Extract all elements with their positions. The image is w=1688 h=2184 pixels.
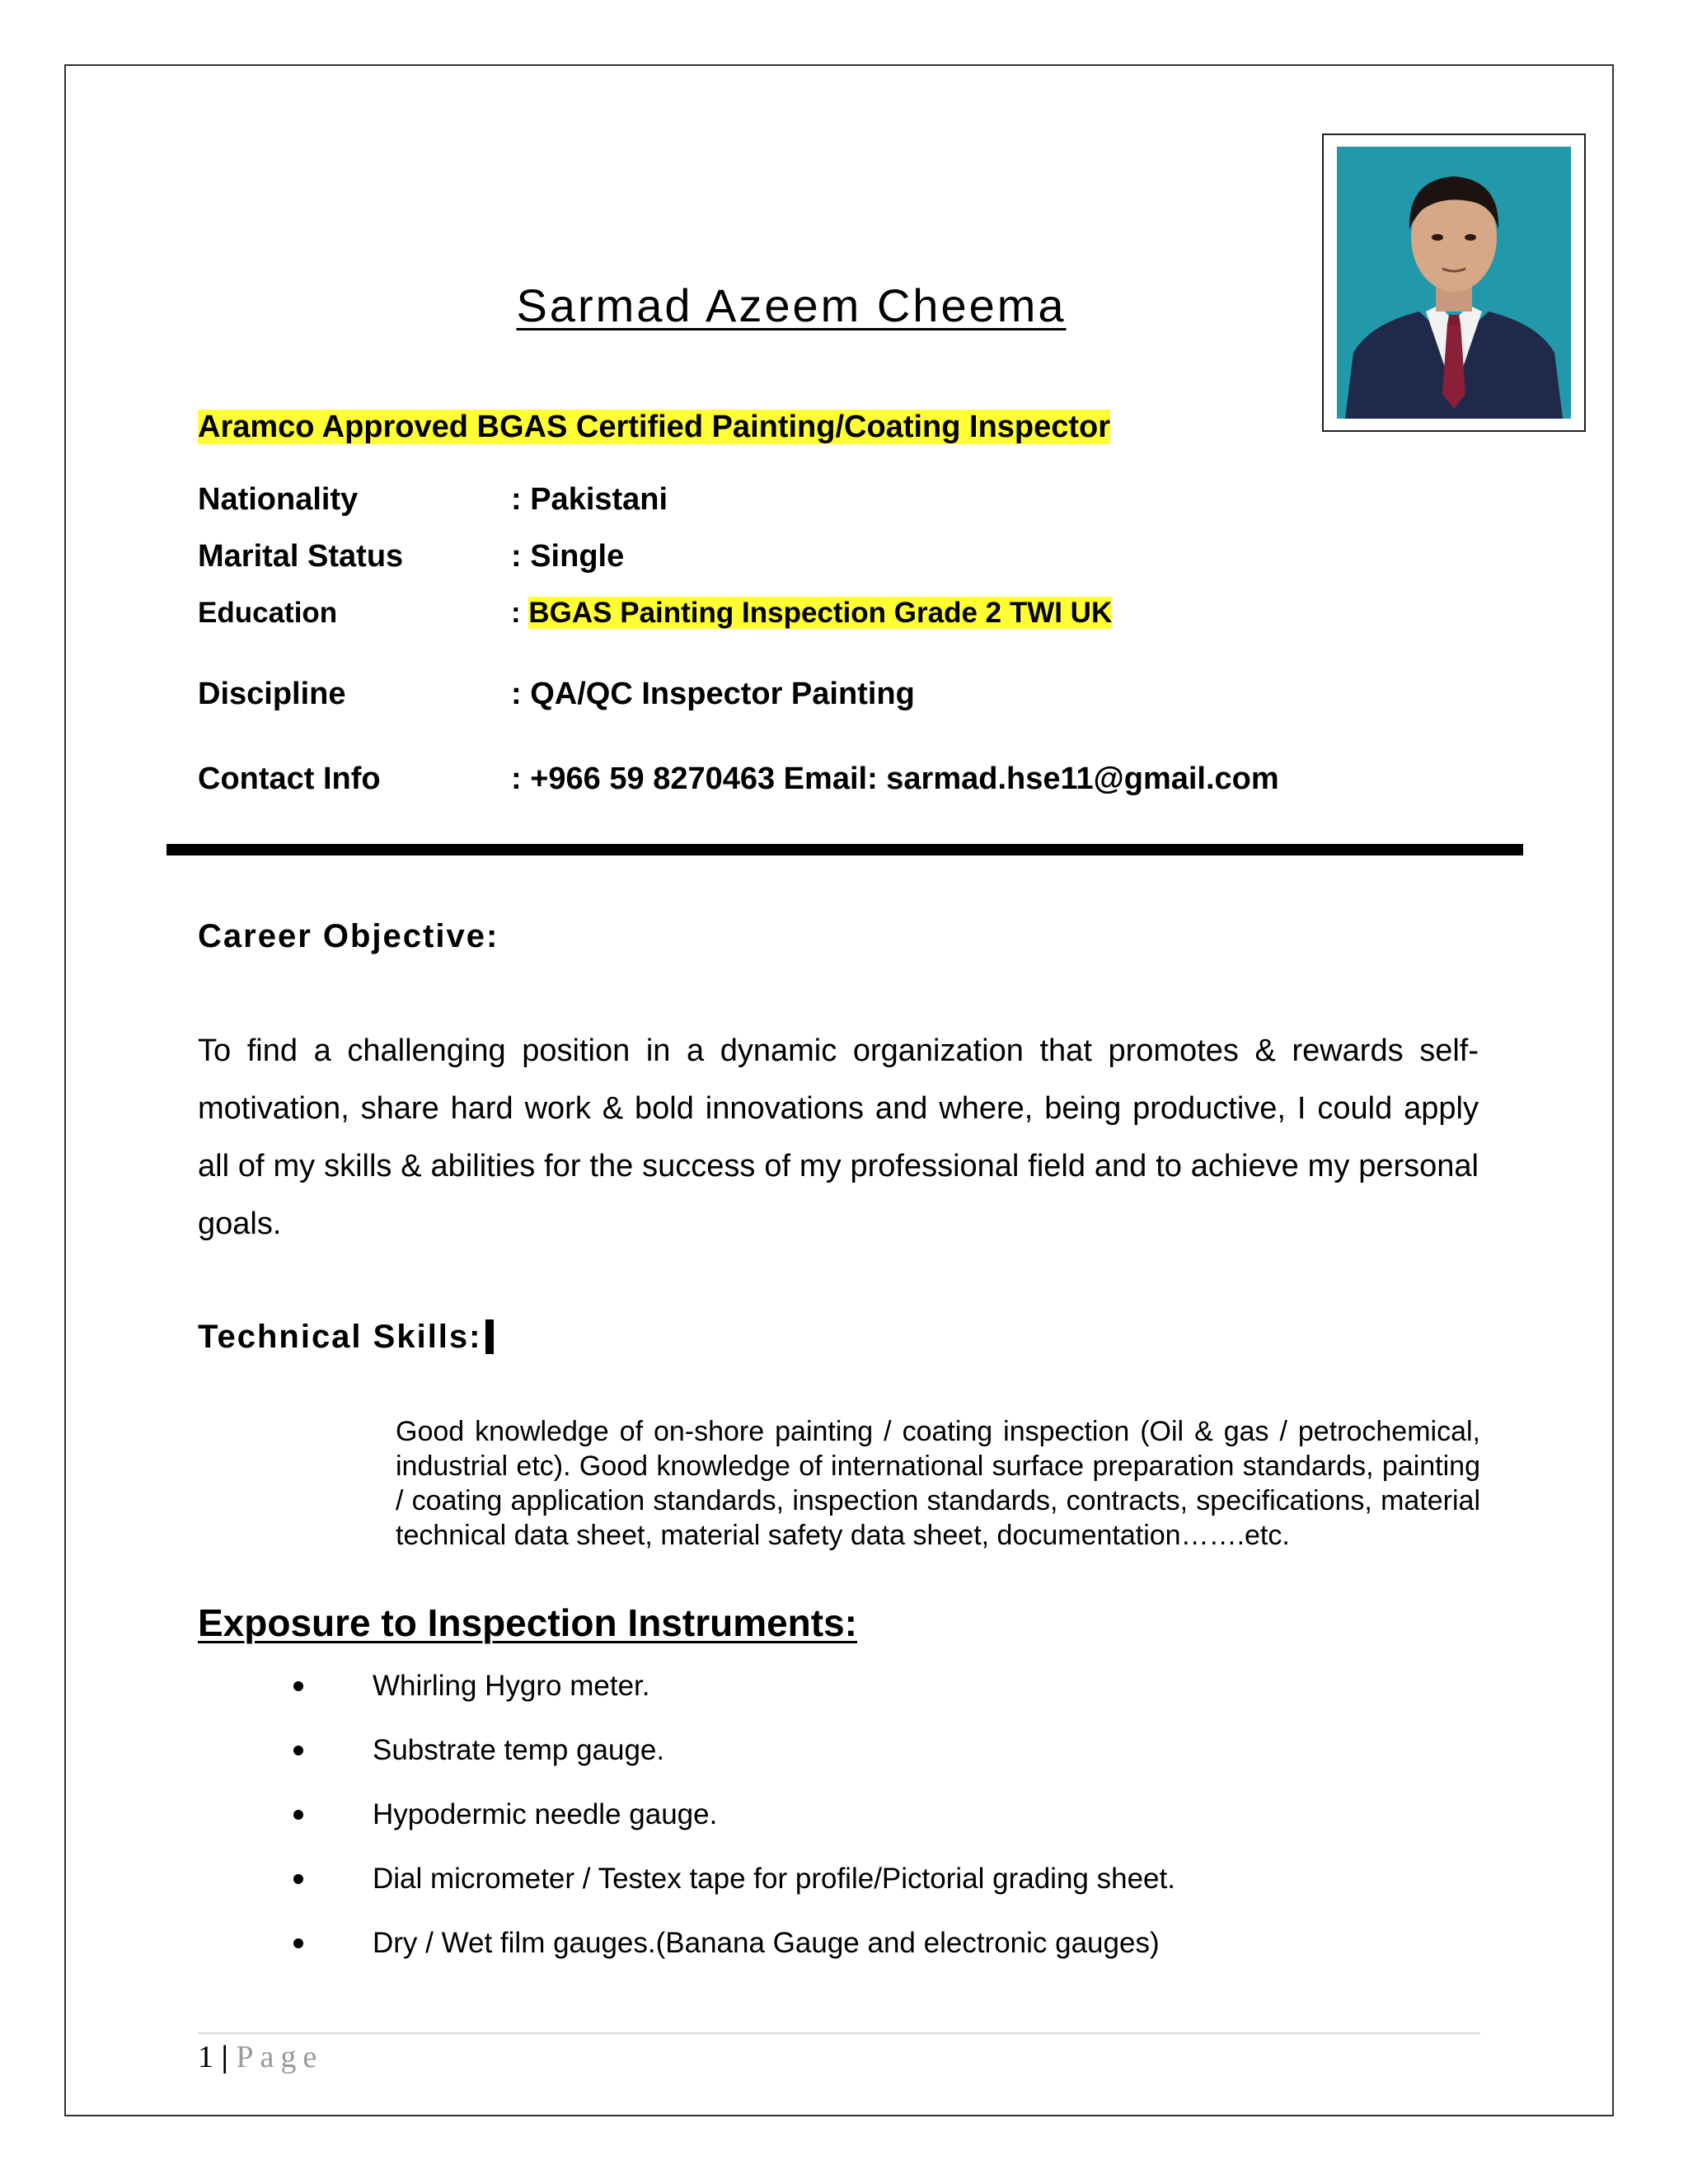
education-label: Education [198, 597, 338, 629]
page-label: Page [236, 2040, 324, 2074]
discipline-value: : QA/QC Inspector Painting [511, 677, 915, 711]
career-objective-text: To find a challenging position in a dynamic organization that promotes & rewards self-motivation, share hard work & bold innovations and where, being productive, I could apply all of my skills & abilities for the success of my professional field and to achieve my personal goals. [198, 1033, 1479, 1241]
education-value [511, 597, 1112, 630]
footer-divider [198, 2032, 1480, 2034]
list-item-text: Whirling Hygro meter. [373, 1670, 650, 1702]
bullet-icon [293, 1746, 303, 1755]
bullet-icon [293, 1810, 303, 1820]
text-cursor-mark [485, 1319, 494, 1354]
list-item [290, 1732, 1175, 1797]
job-title [198, 410, 1110, 445]
bullet-icon [293, 1938, 303, 1948]
education-prefix: : [511, 597, 529, 629]
technical-skills-heading [198, 1319, 494, 1356]
job-title-text: Aramco Approved BGAS Certified Painting/Coating Inspector [198, 410, 1111, 444]
contact-value: : +966 59 8270463 Email: sarmad.hse11@gmail.com [511, 762, 1279, 796]
bullet-icon [293, 1874, 303, 1884]
list-item-text: Substrate temp gauge. [373, 1734, 665, 1766]
marital-status-value: : Single [511, 539, 625, 574]
career-objective-heading: Career Objective: [198, 918, 499, 954]
header-divider [166, 844, 1523, 855]
contact-label: Contact Info [198, 762, 381, 796]
exposure-heading: Exposure to Inspection Instruments: [198, 1601, 857, 1644]
marital-status-label: Marital Status [198, 539, 404, 574]
page-separator: | [221, 2040, 228, 2074]
list-item [290, 1797, 1175, 1861]
list-item-text: Dry / Wet film gauges.(Banana Gauge and electronic gauges) [373, 1927, 1160, 1959]
list-item [290, 1925, 1175, 1990]
bullet-icon [293, 1681, 303, 1691]
nationality-label: Nationality [198, 482, 359, 517]
list-item-text: Hypodermic needle gauge. [373, 1798, 718, 1830]
list-item [290, 1861, 1175, 1925]
education-text: BGAS Painting Inspection Grade 2 TWI UK [528, 597, 1113, 629]
technical-skills-heading-text: Technical Skills: [198, 1319, 482, 1355]
list-item [290, 1668, 1175, 1732]
page-footer [198, 2039, 323, 2075]
technical-skills-text: Good knowledge of on-shore painting / coating inspection (Oil & gas / petrochemical, industrial etc). Good knowledge of international surface preparation standards, painting / coating application standards, inspection standards, contracts, specifications, material technical data sheet, material safety data sheet, documentation…….etc. [396, 1416, 1480, 1551]
nationality-value: : Pakistani [511, 482, 668, 517]
discipline-label: Discipline [198, 677, 346, 711]
instrument-list [290, 1668, 1175, 1990]
list-item-text: Dial micrometer / Testex tape for profile/Pictorial grading sheet. [373, 1863, 1175, 1895]
page-number: 1 [198, 2040, 213, 2074]
candidate-name: Sarmad Azeem Cheema [516, 279, 1067, 331]
